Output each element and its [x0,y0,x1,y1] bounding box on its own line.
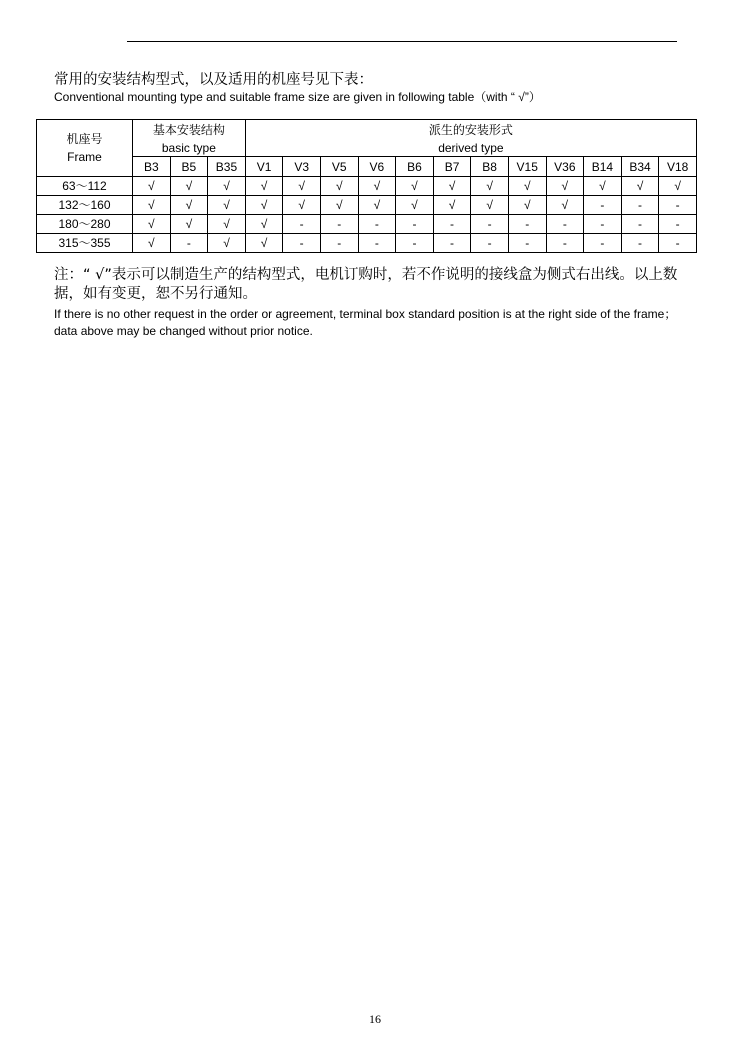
column-header-row [37,157,697,177]
table-cell: √ [208,234,246,253]
table-cell: √ [659,177,697,196]
table-cell: - [433,215,471,234]
table-cell: √ [133,234,171,253]
column-header: V36 [546,157,584,177]
heading-zh: 常用的安装结构型式，以及适用的机座号见下表： [54,72,373,88]
column-header: B34 [621,157,659,177]
table-cell: √ [508,177,546,196]
frame-header-en: Frame [67,150,102,164]
table-cell: √ [471,177,509,196]
table-cell: √ [320,196,358,215]
table-cell: √ [208,177,246,196]
table-cell: - [170,234,208,253]
table-cell: √ [621,177,659,196]
footnote [54,266,694,340]
table-cell: - [584,215,622,234]
table-cell: - [508,215,546,234]
column-header: V3 [283,157,321,177]
column-header: B14 [584,157,622,177]
basic-type-header-en: basic type [133,140,246,157]
table-cell: - [471,215,509,234]
derived-type-header-zh: 派生的安装形式 [245,120,696,141]
table-cell: √ [546,196,584,215]
table-cell: √ [508,196,546,215]
table-row [37,234,697,253]
table-cell: - [659,215,697,234]
derived-type-header-en: derived type [245,140,696,157]
column-header: B5 [170,157,208,177]
table-cell: √ [433,177,471,196]
table-cell: √ [283,177,321,196]
table-cell: - [546,215,584,234]
table-cell: - [358,234,396,253]
table-cell: - [584,234,622,253]
table-cell: √ [433,196,471,215]
heading-en: Conventional mounting type and suitable frame size are given in following table（with “ √”） [54,90,541,104]
table-cell: √ [584,177,622,196]
frame-header [37,120,133,177]
column-header: V18 [659,157,697,177]
table-cell: √ [320,177,358,196]
column-header: V5 [320,157,358,177]
table-cell: - [283,215,321,234]
table-cell: - [471,234,509,253]
table-cell: √ [396,177,434,196]
table-cell: √ [358,177,396,196]
column-header: B35 [208,157,246,177]
table-cell: - [546,234,584,253]
table-cell: √ [133,215,171,234]
table-cell: - [621,215,659,234]
table-cell: √ [208,196,246,215]
table-cell: √ [245,196,283,215]
column-header: V6 [358,157,396,177]
table-cell: √ [170,215,208,234]
table-cell: √ [170,196,208,215]
table-cell: - [320,215,358,234]
table-group-header-row [37,120,697,141]
table-cell: √ [358,196,396,215]
table-cell: √ [133,196,171,215]
frame-size-cell: 180～280 [37,215,133,234]
table-cell: - [659,196,697,215]
frame-size-cell: 132～160 [37,196,133,215]
table-cell: - [396,234,434,253]
mounting-type-table [36,119,697,253]
header-rule [127,41,677,42]
table-cell: √ [245,234,283,253]
column-header: B3 [133,157,171,177]
page-number: 16 [369,1012,381,1026]
table-cell: - [396,215,434,234]
footnote-zh: 注：“ √”表示可以制造生产的结构型式，电机订购时，若不作说明的接线盒为侧式右出线。以上数据，如有变更，恕不另行通知。 [54,267,678,302]
frame-size-cell: 315～355 [37,234,133,253]
footnote-en: If there is no other request in the order or agreement, terminal box standard position is at the right side of the frame；data above may be changed without prior notice. [54,307,677,338]
table-cell: √ [471,196,509,215]
table-row [37,215,697,234]
table-cell: - [508,234,546,253]
column-header: B6 [396,157,434,177]
table-cell: √ [170,177,208,196]
table-cell: √ [245,215,283,234]
table-cell: √ [208,215,246,234]
table-cell: - [433,234,471,253]
basic-type-header-zh: 基本安装结构 [133,120,246,141]
table-cell: - [621,234,659,253]
table-row [37,177,697,196]
table-row [37,196,697,215]
frame-header-zh: 机座号 [66,132,103,146]
table-cell: - [320,234,358,253]
table-cell: √ [283,196,321,215]
table-cell: √ [546,177,584,196]
table-cell: √ [245,177,283,196]
table-cell: - [621,196,659,215]
table-group-header-en-row [37,140,697,157]
table-cell: √ [133,177,171,196]
table-cell: √ [396,196,434,215]
table-cell: - [659,234,697,253]
table-cell: - [283,234,321,253]
table-cell: - [358,215,396,234]
column-header: V15 [508,157,546,177]
column-header: B7 [433,157,471,177]
column-header: B8 [471,157,509,177]
table-cell: - [584,196,622,215]
frame-size-cell: 63～112 [37,177,133,196]
column-header: V1 [245,157,283,177]
